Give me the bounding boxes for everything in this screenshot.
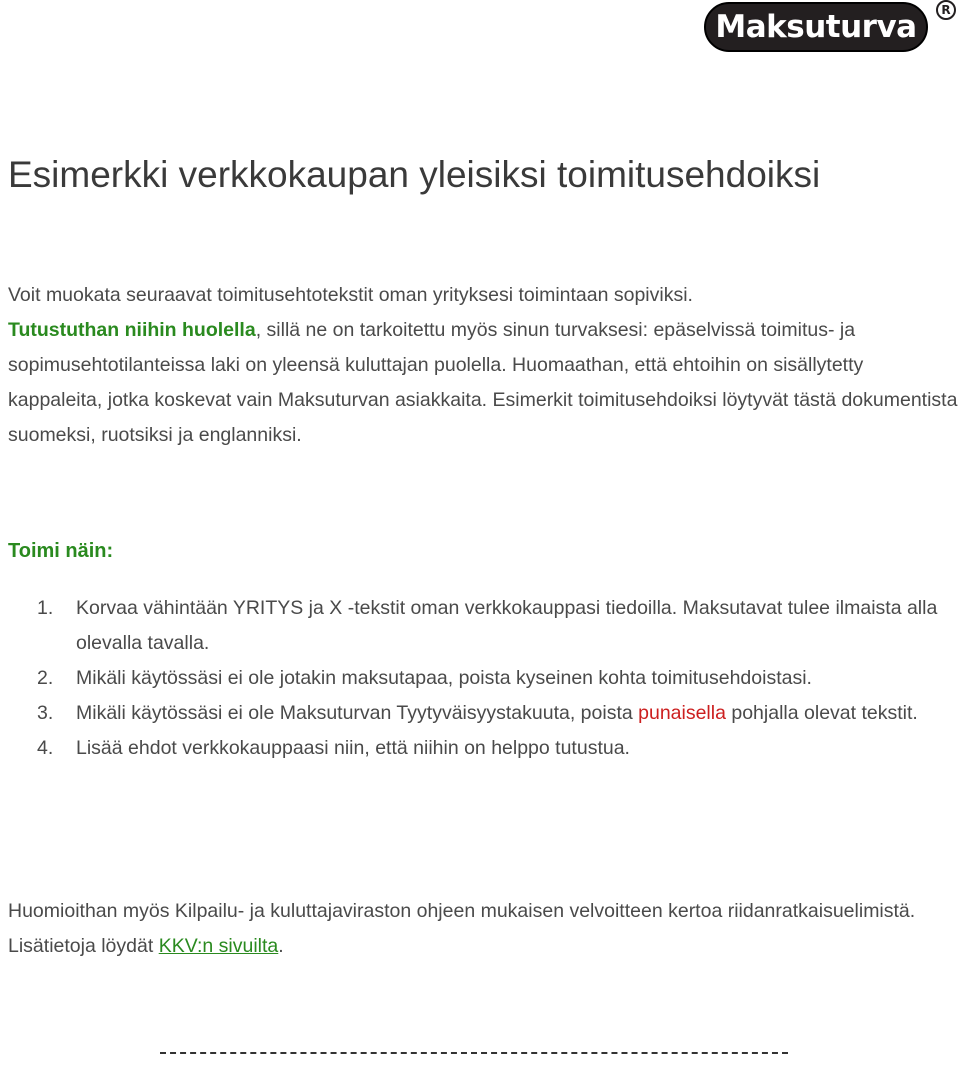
list-item xyxy=(8,731,958,766)
list-item xyxy=(8,696,958,731)
steps-list xyxy=(8,591,958,766)
step-text-after: pohjalla olevat tekstit. xyxy=(725,702,918,724)
step-text: Korvaa vähintään YRITYS ja X -tekstit oman verkkokauppasi tiedoilla. Maksutavat tulee ilmaista alla olevalla tavalla. xyxy=(76,597,938,654)
intro-paragraph xyxy=(8,278,958,453)
red-highlight-word: punaisella xyxy=(638,702,726,724)
step-number: 2. xyxy=(37,667,54,689)
note-end: . xyxy=(278,935,284,957)
list-item xyxy=(8,661,958,696)
step-number: 1. xyxy=(37,597,54,619)
intro-text-2: , sillä ne on tarkoitettu myös sinun turvaksesi: epäselvissä toimitus- ja sopimusehtotilanteissa laki on yleensä kuluttajan puolella. xyxy=(8,319,856,376)
page-title: Esimerkki verkkokaupan yleisiksi toimitusehdoiksi xyxy=(8,154,821,195)
step-text-before: Mikäli käytössäsi ei ole Maksuturvan Tyytyväisyystakuuta, poista xyxy=(76,702,639,724)
steps-heading: Toimi näin: xyxy=(8,540,114,562)
kkv-note xyxy=(8,894,958,964)
intro-emphasis: Tutustuthan niihin huolella xyxy=(8,319,256,341)
intro-text-3: Huomaathan, että ehtoihin on sisällytetty kappaleita, jotka koskevat vain Maksuturvan asiakkaita. xyxy=(8,354,864,411)
intro-text-4: Esimerkit toimitusehdoiksi löytyvät tästä dokumentista suomeksi, ruotsiksi ja englanniksi. xyxy=(8,389,958,446)
kkv-link[interactable]: KKV:n sivuilta xyxy=(158,935,279,957)
maksuturva-logo: Maksuturva xyxy=(704,2,928,52)
list-item xyxy=(8,591,958,661)
step-text: Lisää ehdot verkkokauppaasi niin, että niihin on helppo tutustua. xyxy=(76,737,630,759)
step-number: 3. xyxy=(37,702,54,724)
registered-trademark-icon: R xyxy=(936,0,956,20)
step-text: Mikäli käytössäsi ei ole jotakin maksutapaa, poista kyseinen kohta toimitusehdoistasi. xyxy=(76,667,812,689)
note-text: Huomioithan myös Kilpailu- ja kuluttajaviraston ohjeen mukaisen velvoitteen kertoa riidanratkaisuelimistä. Lisätietoja löydät xyxy=(8,900,916,957)
dashed-divider xyxy=(160,1052,788,1054)
intro-text-1: Voit muokata seuraavat toimitusehtotekstit oman yrityksesi toimintaan sopiviksi. xyxy=(8,284,693,306)
step-number: 4. xyxy=(37,737,54,759)
